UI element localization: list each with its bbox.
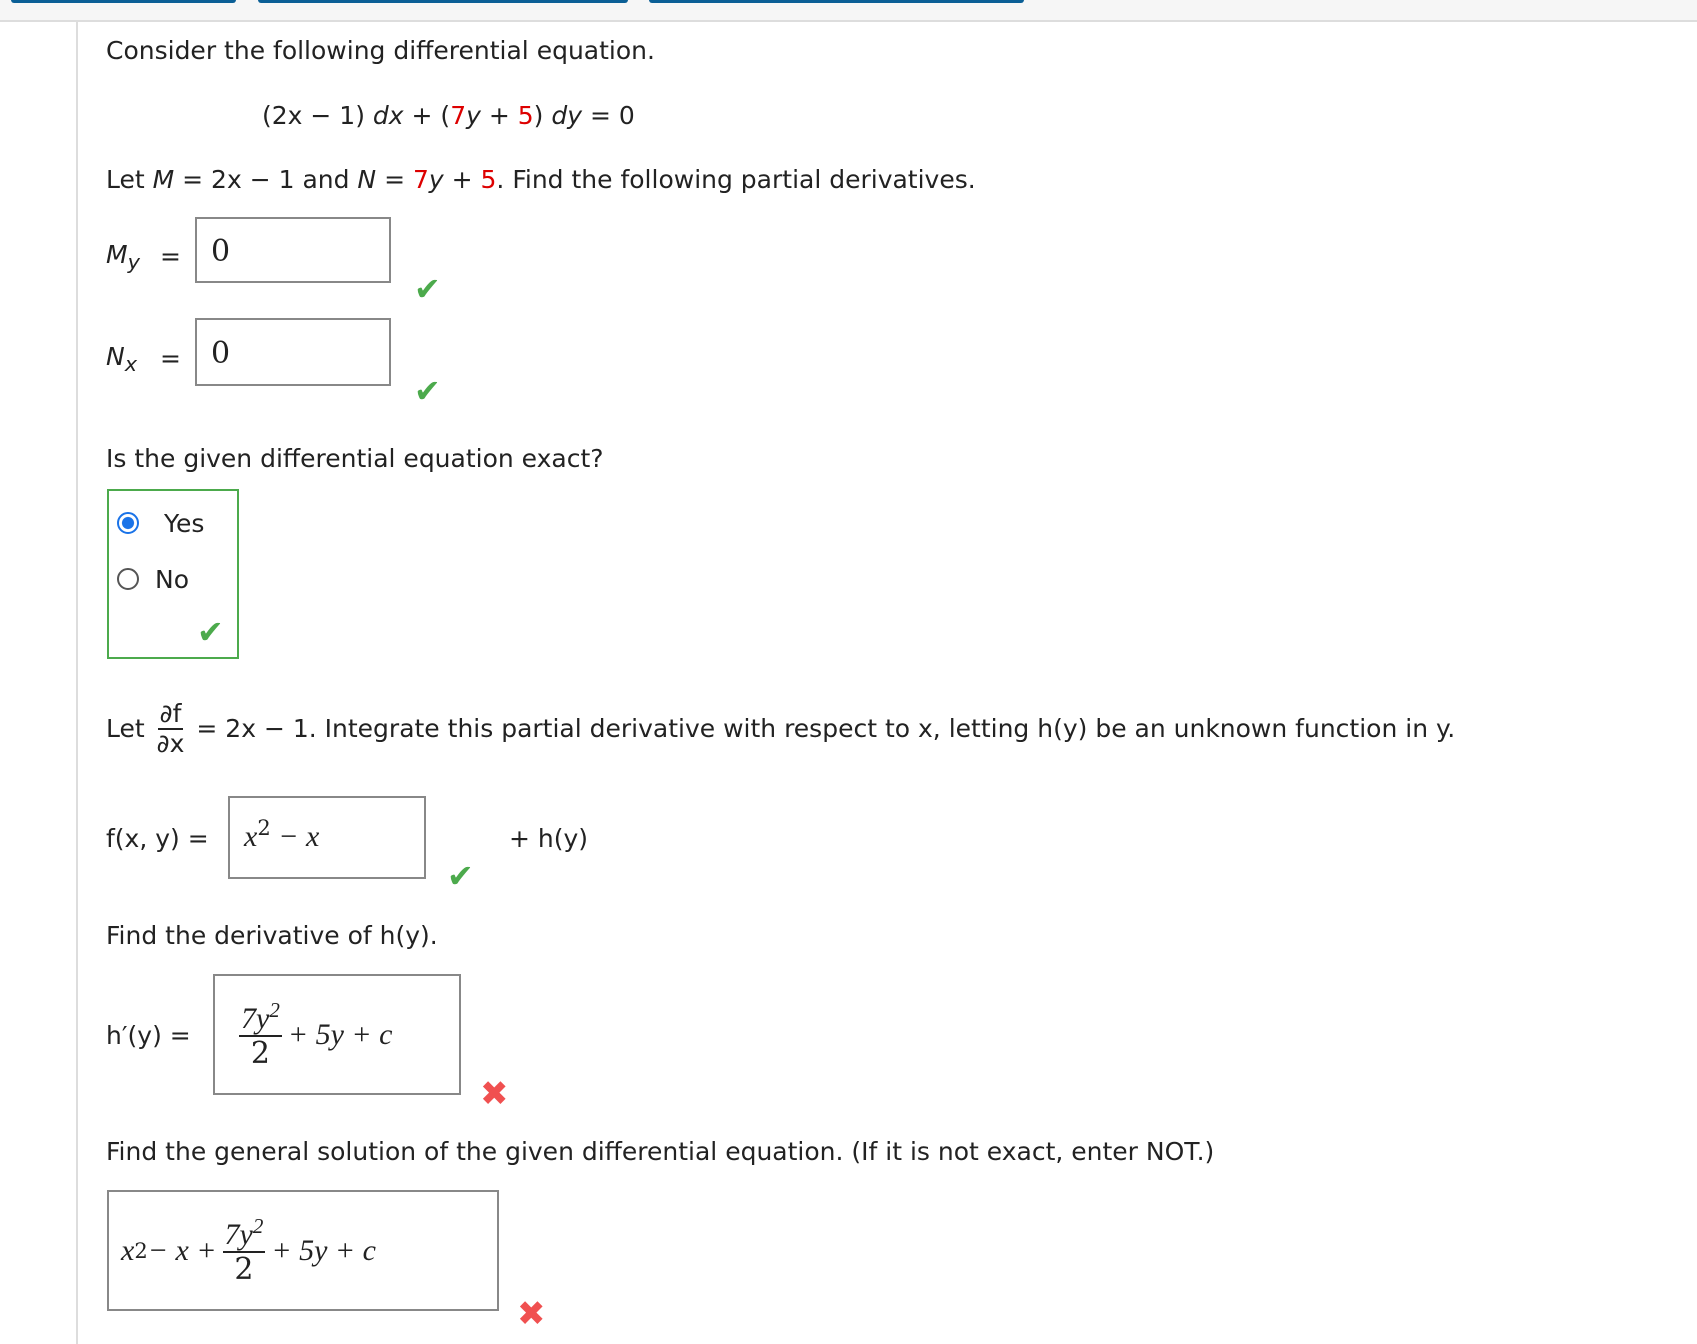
derivative-question: Find the derivative of h(y).	[106, 921, 438, 950]
check-icon: ✔	[414, 270, 441, 308]
my-label: $M_y$	[106, 240, 140, 274]
radio-yes-label[interactable]: Yes	[164, 509, 205, 538]
nx-equals: =	[160, 344, 181, 373]
cross-icon: ✖	[517, 1294, 546, 1334]
left-border	[76, 22, 78, 1344]
cross-icon: ✖	[480, 1074, 509, 1114]
integrate-text: Let $\frac{\partial f}{\partial x}$ = 2x − 1. Integrate this partial derivative with respect to x, letting h(y) be an unknown function in y.	[106, 699, 1456, 758]
radio-yes[interactable]	[117, 512, 139, 534]
fxy-input[interactable]: $x^2 - x$	[228, 796, 426, 879]
nx-label: $N_x$	[106, 342, 138, 376]
hprime-label: h′(y) =	[106, 1021, 191, 1050]
check-icon: ✔	[197, 613, 224, 651]
let-m-n-text: Let M = 2x − 1 and N = 7y + 5. Find the following partial derivatives.	[106, 165, 976, 194]
check-icon: ✔	[447, 857, 474, 895]
my-equals: =	[160, 242, 181, 271]
my-input[interactable]: 0	[195, 217, 391, 283]
hprime-input[interactable]: $\frac{7y^2}{2}$ + 5y + c	[213, 974, 461, 1095]
fxy-label: f(x, y) =	[106, 824, 209, 853]
differential-equation: (2x − 1) dx + (7y + 5) dy = 0	[262, 101, 635, 130]
general-solution-input[interactable]: x 2 − x + $\frac{7y^2}{2}$ + 5y + c	[107, 1190, 499, 1311]
radio-no-label[interactable]: No	[155, 565, 189, 594]
exact-question: Is the given differential equation exact?	[106, 444, 604, 473]
top-bar	[0, 0, 1697, 22]
radio-no[interactable]	[117, 568, 139, 590]
fxy-suffix: + h(y)	[509, 824, 589, 853]
nx-input[interactable]: 0	[195, 318, 391, 386]
intro-text: Consider the following differential equation.	[106, 36, 655, 65]
general-question: Find the general solution of the given differential equation. (If it is not exact, enter NOT.)	[106, 1137, 1215, 1166]
tab-1[interactable]	[11, 0, 236, 3]
tab-3[interactable]	[649, 0, 1024, 3]
tab-2[interactable]	[258, 0, 628, 3]
check-icon: ✔	[414, 372, 441, 410]
exact-radio-group	[107, 489, 239, 659]
